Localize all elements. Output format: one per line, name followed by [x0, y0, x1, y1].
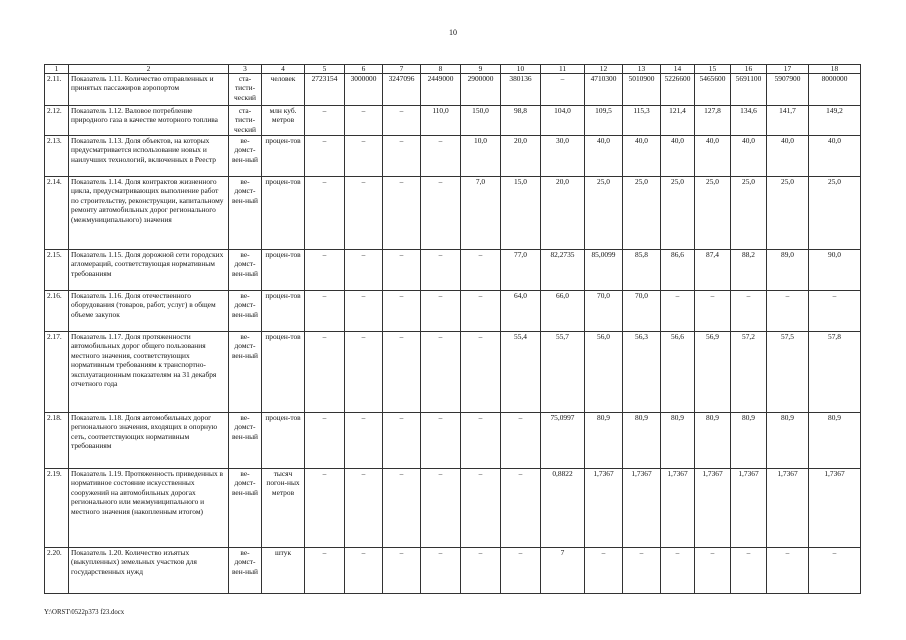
source-cell: ве-домст-вен-ный [229, 413, 262, 469]
table-row [45, 177, 861, 250]
value-cell: 4710300 [585, 74, 623, 106]
value-cell: – [623, 548, 661, 594]
table-row [45, 250, 861, 291]
value-cell: – [305, 250, 345, 291]
value-cell: – [731, 548, 767, 594]
value-cell: 134,6 [731, 106, 767, 136]
value-cell: – [305, 413, 345, 469]
value-cell: – [345, 332, 383, 413]
value-cell: 10,0 [461, 136, 501, 177]
value-cell: 1,7367 [623, 469, 661, 548]
value-cell: 40,0 [661, 136, 695, 177]
column-header: 13 [623, 65, 661, 74]
unit-cell: человек [262, 74, 305, 106]
value-cell: – [383, 136, 421, 177]
value-cell: 75,0997 [541, 413, 585, 469]
value-cell: 150,0 [461, 106, 501, 136]
unit-cell: процен-тов [262, 291, 305, 332]
table-row [45, 413, 861, 469]
value-cell: – [421, 177, 461, 250]
source-cell: ве-домст-вен-ный [229, 136, 262, 177]
value-cell: 5465600 [695, 74, 731, 106]
unit-cell: млн куб. метров [262, 106, 305, 136]
value-cell: 64,0 [501, 291, 541, 332]
value-cell: 121,4 [661, 106, 695, 136]
value-cell: 98,8 [501, 106, 541, 136]
value-cell: – [305, 106, 345, 136]
value-cell: – [383, 250, 421, 291]
value-cell: 1,7367 [809, 469, 861, 548]
value-cell: 88,2 [731, 250, 767, 291]
value-cell: – [809, 548, 861, 594]
value-cell: 55,7 [541, 332, 585, 413]
indicator-name: Показатель 1.17. Доля протяженности автомобильных дорог общего пользования местного значения, соответствующих нормативным требованиям к транспортно-эксплуатационным показателям на 31 декабря отчетного года [69, 332, 229, 413]
indicator-name: Показатель 1.11. Количество отправленных и принятых пассажиров аэропортом [69, 74, 229, 106]
value-cell: – [383, 469, 421, 548]
table-row [45, 291, 861, 332]
value-cell: 104,0 [541, 106, 585, 136]
value-cell: – [345, 106, 383, 136]
value-cell: – [305, 136, 345, 177]
table-row [45, 136, 861, 177]
value-cell: 1,7367 [585, 469, 623, 548]
value-cell: – [501, 469, 541, 548]
value-cell: – [383, 548, 421, 594]
value-cell: – [421, 469, 461, 548]
value-cell: 1,7367 [767, 469, 809, 548]
value-cell: 2449000 [421, 74, 461, 106]
value-cell: 25,0 [695, 177, 731, 250]
value-cell: – [731, 291, 767, 332]
value-cell: 5226600 [661, 74, 695, 106]
table-row [45, 106, 861, 136]
value-cell: – [421, 413, 461, 469]
unit-cell: процен-тов [262, 136, 305, 177]
value-cell: 20,0 [501, 136, 541, 177]
value-cell: 25,0 [731, 177, 767, 250]
unit-cell: процен-тов [262, 250, 305, 291]
value-cell: 7,0 [461, 177, 501, 250]
value-cell: 80,9 [767, 413, 809, 469]
value-cell: 80,9 [623, 413, 661, 469]
value-cell: 40,0 [809, 136, 861, 177]
indicator-name: Показатель 1.15. Доля дорожной сети городских агломераций, соответствующая нормативным требованиям [69, 250, 229, 291]
unit-cell: процен-тов [262, 332, 305, 413]
value-cell: 85,0099 [585, 250, 623, 291]
value-cell: – [421, 332, 461, 413]
source-cell: ве-домст-вен-ный [229, 332, 262, 413]
table-row [45, 469, 861, 548]
column-header: 10 [501, 65, 541, 74]
value-cell: 3247096 [383, 74, 421, 106]
column-header: 15 [695, 65, 731, 74]
value-cell: – [421, 136, 461, 177]
unit-cell: процен-тов [262, 177, 305, 250]
value-cell: 80,9 [585, 413, 623, 469]
value-cell: 2723154 [305, 74, 345, 106]
value-cell: – [421, 250, 461, 291]
value-cell: 1,7367 [695, 469, 731, 548]
value-cell: 30,0 [541, 136, 585, 177]
value-cell: 109,5 [585, 106, 623, 136]
column-header: 1 [45, 65, 69, 74]
row-number: 2.13. [45, 136, 69, 177]
value-cell: 82,2735 [541, 250, 585, 291]
value-cell: 57,5 [767, 332, 809, 413]
value-cell: 80,9 [695, 413, 731, 469]
file-path-footer: Y:\ORST\0522p373 f23.docx [44, 609, 125, 616]
value-cell: 40,0 [767, 136, 809, 177]
column-header: 17 [767, 65, 809, 74]
value-cell: 149,2 [809, 106, 861, 136]
value-cell: – [345, 136, 383, 177]
column-header: 16 [731, 65, 767, 74]
table-row [45, 548, 861, 594]
value-cell: 115,3 [623, 106, 661, 136]
row-number: 2.12. [45, 106, 69, 136]
value-cell: – [461, 250, 501, 291]
value-cell: 141,7 [767, 106, 809, 136]
value-cell: 56,9 [695, 332, 731, 413]
value-cell: – [695, 291, 731, 332]
value-cell: 80,9 [809, 413, 861, 469]
column-header: 5 [305, 65, 345, 74]
column-header: 4 [262, 65, 305, 74]
value-cell: 5010900 [623, 74, 661, 106]
table-row [45, 74, 861, 106]
value-cell: 89,0 [767, 250, 809, 291]
value-cell: – [501, 548, 541, 594]
value-cell: – [345, 413, 383, 469]
source-cell: ве-домст-вен-ный [229, 291, 262, 332]
row-number: 2.15. [45, 250, 69, 291]
value-cell: 86,6 [661, 250, 695, 291]
unit-cell: штук [262, 548, 305, 594]
indicators-table [44, 64, 861, 594]
value-cell: 80,9 [661, 413, 695, 469]
column-header: 11 [541, 65, 585, 74]
value-cell: – [585, 548, 623, 594]
value-cell: – [383, 106, 421, 136]
value-cell: – [383, 413, 421, 469]
row-number: 2.18. [45, 413, 69, 469]
page-number: 10 [449, 28, 457, 37]
value-cell: 40,0 [695, 136, 731, 177]
value-cell: – [461, 332, 501, 413]
value-cell: – [305, 332, 345, 413]
value-cell: 5691100 [731, 74, 767, 106]
value-cell: 55,4 [501, 332, 541, 413]
value-cell: 85,8 [623, 250, 661, 291]
table-row [45, 332, 861, 413]
indicator-name: Показатель 1.12. Валовое потребление природного газа в качестве моторного топлива [69, 106, 229, 136]
value-cell: 380136 [501, 74, 541, 106]
value-cell: – [305, 469, 345, 548]
value-cell: 127,8 [695, 106, 731, 136]
value-cell: – [767, 291, 809, 332]
row-number: 2.14. [45, 177, 69, 250]
column-header: 3 [229, 65, 262, 74]
value-cell: 40,0 [623, 136, 661, 177]
value-cell: 25,0 [767, 177, 809, 250]
indicator-name: Показатель 1.13. Доля объектов, на которых предусматривается использование новых и наилучших технологий, включенных в Реестр [69, 136, 229, 177]
column-header: 18 [809, 65, 861, 74]
row-number: 2.19. [45, 469, 69, 548]
value-cell: 87,4 [695, 250, 731, 291]
column-header: 2 [69, 65, 229, 74]
value-cell: 66,0 [541, 291, 585, 332]
value-cell: 25,0 [585, 177, 623, 250]
value-cell: – [345, 291, 383, 332]
header-row [45, 65, 861, 74]
value-cell: 57,8 [809, 332, 861, 413]
value-cell: 15,0 [501, 177, 541, 250]
value-cell: – [383, 177, 421, 250]
value-cell: 2900000 [461, 74, 501, 106]
row-number: 2.20. [45, 548, 69, 594]
value-cell: 7 [541, 548, 585, 594]
value-cell: 1,7367 [731, 469, 767, 548]
value-cell: 90,0 [809, 250, 861, 291]
value-cell: 5907900 [767, 74, 809, 106]
value-cell: – [383, 332, 421, 413]
value-cell: – [661, 291, 695, 332]
column-header: 6 [345, 65, 383, 74]
value-cell: 3000000 [345, 74, 383, 106]
value-cell: 110,0 [421, 106, 461, 136]
value-cell: – [501, 413, 541, 469]
indicator-name: Показатель 1.16. Доля отечественного оборудования (товаров, работ, услуг) в общем объеме закупок [69, 291, 229, 332]
value-cell: – [809, 291, 861, 332]
indicator-name: Показатель 1.18. Доля автомобильных дорог регионального значения, входящих в опорную сеть, соответствующих нормативным требованиям [69, 413, 229, 469]
value-cell: – [345, 469, 383, 548]
value-cell: – [461, 413, 501, 469]
indicator-name: Показатель 1.14. Доля контрактов жизненного цикла, предусматривающих выполнение работ по строительству, реконструкции, капитальному ремонту автомобильных дорог регионального (межмуниципального) значения [69, 177, 229, 250]
value-cell: – [541, 74, 585, 106]
value-cell: – [661, 548, 695, 594]
value-cell: 1,7367 [661, 469, 695, 548]
value-cell: 57,2 [731, 332, 767, 413]
column-header: 8 [421, 65, 461, 74]
value-cell: – [305, 548, 345, 594]
value-cell: – [305, 177, 345, 250]
source-cell: ста-тисти-ческий [229, 106, 262, 136]
unit-cell: процен-тов [262, 413, 305, 469]
value-cell: 0,8822 [541, 469, 585, 548]
value-cell: 40,0 [585, 136, 623, 177]
source-cell: ста-тисти-ческий [229, 74, 262, 106]
value-cell: 56,6 [661, 332, 695, 413]
value-cell: – [345, 548, 383, 594]
value-cell: – [345, 177, 383, 250]
value-cell: – [383, 291, 421, 332]
value-cell: 70,0 [585, 291, 623, 332]
value-cell: – [421, 548, 461, 594]
value-cell: 56,0 [585, 332, 623, 413]
value-cell: 77,0 [501, 250, 541, 291]
indicator-name: Показатель 1.20. Количество изъятых (выкупленных) земельных участков для государственных нужд [69, 548, 229, 594]
value-cell: 56,3 [623, 332, 661, 413]
value-cell: 20,0 [541, 177, 585, 250]
value-cell: – [461, 469, 501, 548]
value-cell: 25,0 [809, 177, 861, 250]
column-header: 14 [661, 65, 695, 74]
column-header: 7 [383, 65, 421, 74]
value-cell: 40,0 [731, 136, 767, 177]
value-cell: – [461, 548, 501, 594]
source-cell: ве-домст-вен-ный [229, 548, 262, 594]
value-cell: – [421, 291, 461, 332]
value-cell: – [345, 250, 383, 291]
value-cell: 25,0 [623, 177, 661, 250]
value-cell: – [695, 548, 731, 594]
source-cell: ве-домст-вен-ный [229, 469, 262, 548]
value-cell: – [305, 291, 345, 332]
value-cell: – [461, 291, 501, 332]
row-number: 2.16. [45, 291, 69, 332]
source-cell: ве-домст-вен-ный [229, 177, 262, 250]
value-cell: 70,0 [623, 291, 661, 332]
column-header: 12 [585, 65, 623, 74]
unit-cell: тысяч погон-ных метров [262, 469, 305, 548]
value-cell: – [767, 548, 809, 594]
value-cell: 80,9 [731, 413, 767, 469]
row-number: 2.11. [45, 74, 69, 106]
indicator-name: Показатель 1.19. Протяженность приведенных в нормативное состояние искусственных сооружений на автомобильных дорогах регионального или межмуниципального и местного значения (накопленным итогом) [69, 469, 229, 548]
row-number: 2.17. [45, 332, 69, 413]
column-header: 9 [461, 65, 501, 74]
value-cell: 8000000 [809, 74, 861, 106]
value-cell: 25,0 [661, 177, 695, 250]
source-cell: ве-домст-вен-ный [229, 250, 262, 291]
